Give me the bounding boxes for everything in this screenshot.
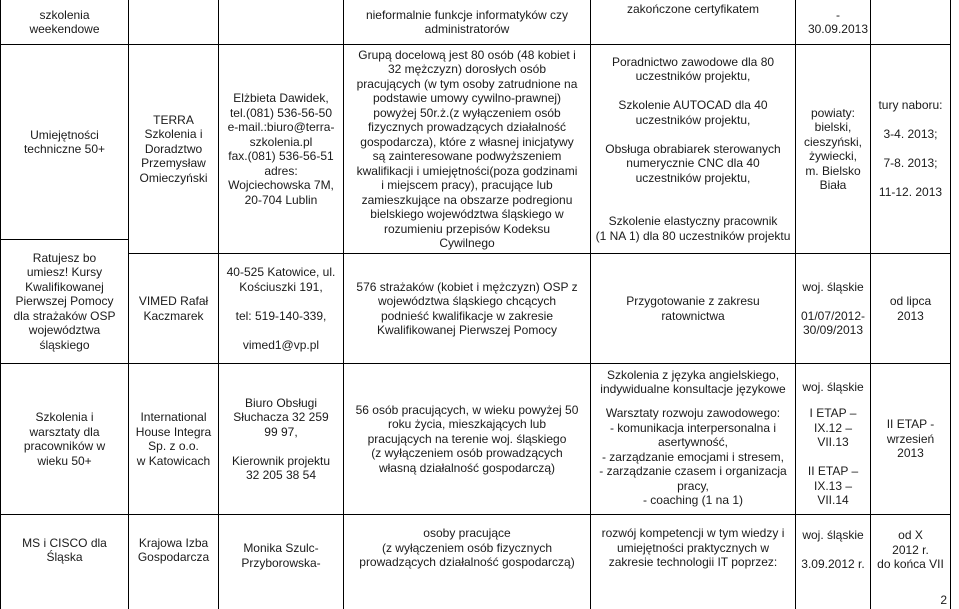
recruitment-dates: od lipca 2013 xyxy=(889,294,932,323)
recruitment-dates: II ETAP - wrzesień 2013 xyxy=(886,417,935,461)
project-name: MS i CISCO dla Śląska xyxy=(22,535,107,564)
target-note: nieformalnie funkcje informatyków czy administratorów xyxy=(365,7,569,36)
page-number: 2 xyxy=(940,593,947,607)
region: woj. śląskie 3.09.2012 r. xyxy=(801,528,865,572)
target-group: 56 osób pracujących, w wieku powyżej 50 roku życia, mieszkających lub pracujących na terenie woj. śląskiego (z wyłączeniem osób prowadzących własną działalność gospodarczą) xyxy=(355,402,579,475)
training-scope: Warsztaty rozwoju zawodowego: - komunikacja interpersonalna i asertywność, - zarządzanie emocjami i stresem, - zarządzanie czasem i organizacja pracy, - coaching (1 na 1) xyxy=(599,406,787,508)
contact-info: Elżbieta Dawidek, tel.(081) 536-56-50 e-mail.:biuro@terra- szkolenia.pl fax.(081) 536-56-51 adres: Wojciechowska 7M, 20-704 Lublin xyxy=(227,91,335,207)
table-border xyxy=(950,0,951,609)
organizer-name: International House Integra Sp. z o.o. w Katowicach xyxy=(135,410,212,468)
region: woj. śląskie xyxy=(802,379,864,394)
region: woj. śląskie 01/07/2012- 30/09/2013 xyxy=(800,279,866,337)
recruitment-dates: od X 2012 r. do końca VII xyxy=(877,528,944,572)
contact-info: Biuro Obsługi Słuchacza 32 259 99 97, Kierownik projektu 32 205 38 54 xyxy=(231,395,331,482)
certificate-note: zakończone certyfikatem xyxy=(626,1,760,16)
training-scope-language: Szkolenia z języka angielskiego, indywidualne konsultacje językowe xyxy=(600,367,786,396)
contact-info: 40-525 Katowice, ul. Kościuszki 191, tel: 519-140-339, vimed1@vp.pl xyxy=(226,265,336,352)
project-name: Umiejętności techniczne 50+ xyxy=(23,127,106,156)
training-scope: Przygotowanie z zakresu ratownictwa xyxy=(626,294,760,323)
training-scope: Poradnictwo zawodowe dla 80 uczestników projektu, Szkolenie AUTOCAD dla 40 uczestników projektu, Obsługa obrabiarek sterowanych numerycznie CNC dla 40 uczestników projektu, Szkolenie elastyczny pracownik (1 NA 1) dla 80 uczestników projektu xyxy=(595,54,791,243)
region: powiaty: bielski, cieszyński, żywiecki, m. Bielsko Biała xyxy=(803,105,862,192)
organizer-name: TERRA Szkolenia i Doradztwo Przemysław Omieczyński xyxy=(139,112,208,185)
target-group: Grupą docelową jest 80 osób (48 kobiet i 32 mężczyzn) dorosłych osób pracujących (w tym osoby zatrudnione na podstawie umowy cywilno-prawnej) powyżej 50r.ż.(z wyłączeniem osób fizycznych prowadzących działalność gospodarcza), które z własnej inicjatywy są zainteresowane podwyższeniem kwalifikacji i umiejętności(poza godzinami i miejscem pracy), pracujące lub zamieszkujące na obszarze podregionu bielskiego województwa śląskiego w rozumieniu przepisów Kodeksu Cywilnego xyxy=(356,47,578,250)
target-group: 576 strażaków (kobiet i mężczyzn) OSP z województwa śląskiego chcących podnieść kwalifikacje w zakresie Kwalifikowanej Pierwszej Pomocy xyxy=(356,279,578,337)
organizer-name: Krajowa Izba Gospodarcza xyxy=(137,535,210,564)
project-name: Szkolenia i warsztaty dla pracowników w wieku 50+ xyxy=(23,410,106,468)
training-format: szkolenia weekendowe xyxy=(29,7,100,36)
project-name: Ratujesz bo umiesz! Kursy Kwalifikowanej Pierwszej Pomocy dla strażaków OSP województwa śląskiego xyxy=(13,250,116,352)
training-scope: rozwój kompetencji w tym wiedzy i umiejętności praktycznych w zakresie technologii IT poprzez: xyxy=(601,526,785,569)
contact-info: Monika Szulc- Przyborowska- xyxy=(241,541,321,570)
project-stages: I ETAP – IX.12 – VII.13 II ETAP – IX.13 – VII.14 xyxy=(807,406,859,508)
recruitment-dates: tury naboru: 3-4. 2013; 7-8. 2013; 11-12. 2013 xyxy=(878,98,943,200)
target-group: osoby pracujące (z wyłączeniem osób fizycznych prowadzących działalność gospodarczą) xyxy=(359,526,575,569)
recruitment-dates: - 30.09.2013 xyxy=(807,7,868,36)
organizer-name: VIMED Rafał Kaczmarek xyxy=(138,294,209,323)
